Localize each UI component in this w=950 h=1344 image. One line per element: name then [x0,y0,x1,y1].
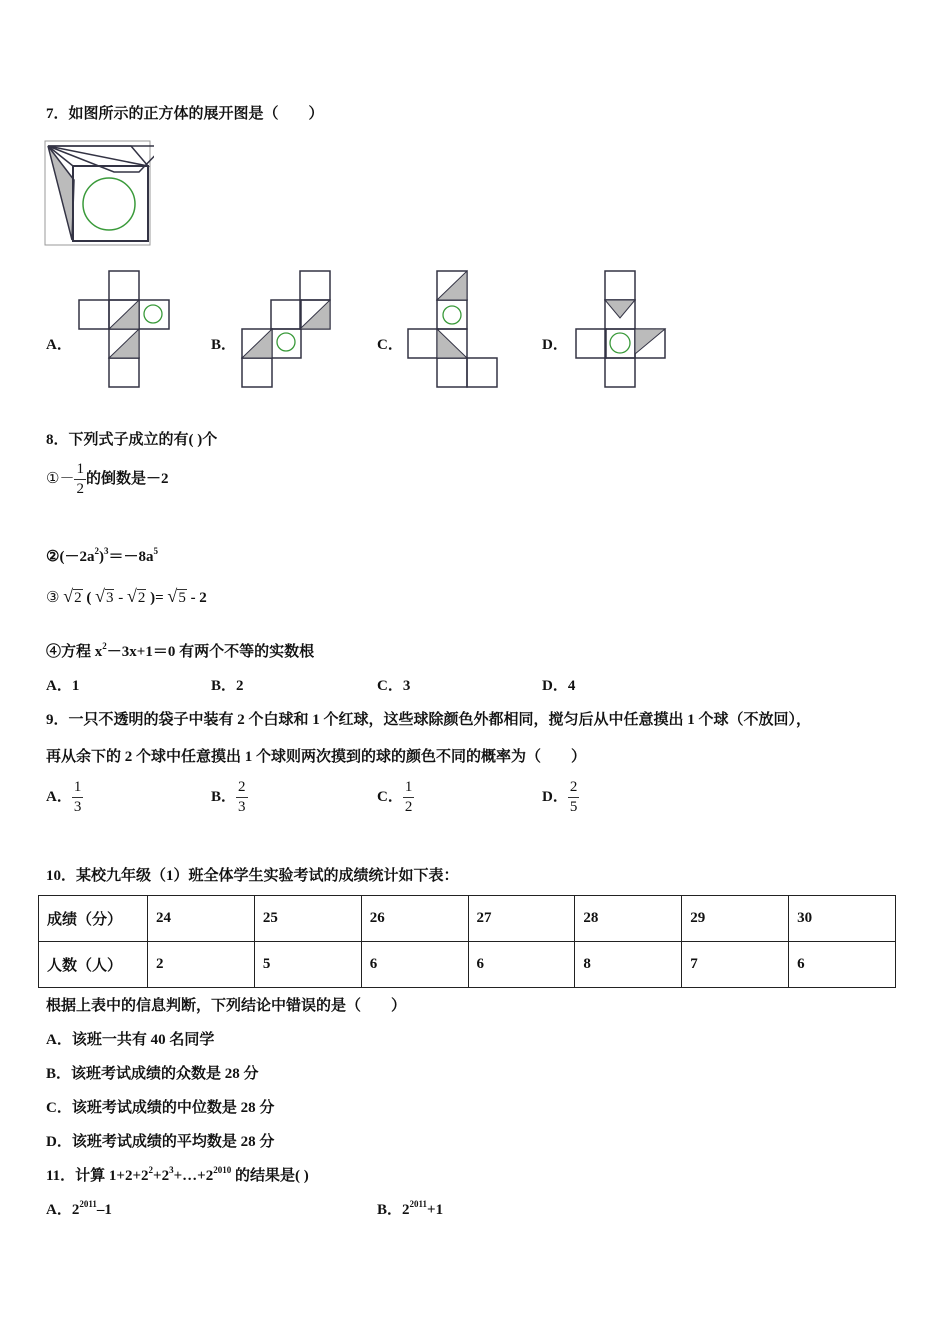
table-cell: 5 [254,942,361,988]
q8-stem: 8．下列式子成立的有( )个 [46,432,218,448]
q8-item-3: ③ √2 ( √3 - √2 )= √5 - 2 [46,586,207,606]
table-cell: 26 [361,896,468,942]
table-cell: 2 [148,942,255,988]
table-row [39,896,896,942]
net-option-b [238,268,338,390]
score-table [38,895,896,988]
table-header-count: 人数（人） [39,942,148,988]
sqrt-2b: √2 [126,586,146,606]
q8-option-c: C．3 [377,678,411,694]
table-cell: 6 [789,942,896,988]
q7-option-b-label: B． [211,337,237,353]
table-cell: 25 [254,896,361,942]
q7-stem: 7．如图所示的正方体的展开图是（ ） [46,106,324,122]
q8-item-1: ①－ $\frac{1}{2}$ 的倒数是－2 [46,461,169,497]
q10-option-c: C．该班考试成绩的中位数是 28 分 [46,1100,275,1116]
q9-stem-line1: 9．一只不透明的袋子中装有 2 个白球和 1 个红球，这些球除颜色外都相同，搅匀后从中任意摸出 1 个球（不放回）， [46,712,812,728]
net-option-c [404,268,504,390]
table-cell: 29 [682,896,789,942]
net-option-d [570,268,670,390]
q10-question: 根据上表中的信息判断，下列结论中错误的是（ ） [46,998,407,1014]
q7-option-c-label: C． [377,337,403,353]
fraction: $\frac{1}{2}$ [76,461,84,497]
q10-option-d: D．该班考试成绩的平均数是 28 分 [46,1134,275,1150]
sqrt-2: √2 [63,586,82,606]
q9-option-d: D． $\frac{2}{5}$ [542,779,578,815]
q9-option-c: C． $\frac{1}{2}$ [377,779,413,815]
table-cell: 24 [148,896,255,942]
q8-item-2: $②(-2a^2)^3=-8a^5$ [46,546,158,565]
table-cell: 27 [468,896,575,942]
table-cell: 28 [575,896,682,942]
q9-option-b: B． $\frac{2}{3}$ [211,779,246,815]
cube-figure [44,140,154,248]
table-cell: 8 [575,942,682,988]
q7-option-a-label: A． [46,337,72,353]
table-header-score: 成绩（分） [39,896,148,942]
sqrt-3: √3 [95,586,114,606]
table-row [39,942,896,988]
table-cell: 6 [361,942,468,988]
q10-option-a: A．该班一共有 40 名同学 [46,1032,215,1048]
q9-stem-line2: 再从余下的 2 个球中任意摸出 1 个球则两次摸到的球的颜色不同的概率为（ ） [46,749,587,765]
q11-option-b: B．$2^{2011}+1$ [377,1199,444,1218]
q8-option-b: B．2 [211,678,244,694]
q11-option-a: A．$2^{2011}-1$ [46,1199,112,1218]
q10-stem: 10．某校九年级（1）班全体学生实验考试的成绩统计如下表： [46,868,459,884]
table-cell: 6 [468,942,575,988]
q7-option-d-label: D． [542,337,568,353]
q8-option-a: A．1 [46,678,80,694]
q8-option-d: D．4 [542,678,576,694]
q8-item-4: ④方程 $x^2-3x+1=0$ 有两个不等的实数根 [46,641,315,660]
table-cell: 7 [682,942,789,988]
net-option-a [72,268,172,390]
q11-stem: 11．计算 $1+2+2^2+2^3+\dots+2^{2010}$ 的结果是( ) [46,1165,309,1184]
sqrt-5: √5 [167,586,186,606]
table-cell: 30 [789,896,896,942]
q9-option-a: A． $\frac{1}{3}$ [46,779,82,815]
q10-option-b: B．该班考试成绩的众数是 28 分 [46,1066,259,1082]
